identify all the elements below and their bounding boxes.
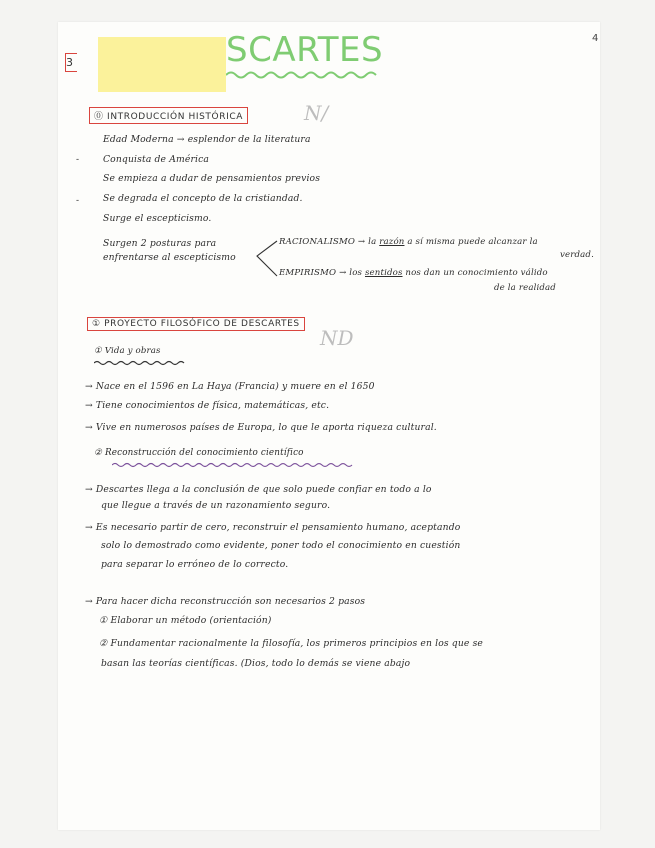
vida-line-1: → Nace en el 1596 en La Haya (Francia) y muere en el 1650 (85, 381, 375, 392)
corner-page-number-right: 4 (592, 33, 599, 44)
sub2-wavy-underline (112, 462, 358, 468)
racionalismo-text-a: RACIONALISMO → la (279, 237, 380, 247)
sub2-heading: ② Reconstrucción del conocimiento científico (94, 448, 304, 458)
section1-note: N/ (304, 101, 329, 125)
section2-heading: ① PROYECTO FILOSÓFICO DE DESCARTES (87, 317, 305, 331)
section1-line-4: Se degrada el concepto de la cristiandad. (103, 193, 303, 204)
corner-page-number-left: 3 (65, 53, 77, 72)
recon-p2-line-2: solo lo demostrado como evidente, poner todo el conocimiento en cuestión (101, 540, 461, 551)
vida-line-2: → Tiene conocimientos de física, matemáticas, etc. (85, 400, 330, 411)
section2-note: ND (320, 326, 354, 350)
bullet-dash: - (76, 155, 80, 165)
branch-brace (253, 238, 279, 280)
section1-line-1: Edad Moderna → esplendor de la literatura (103, 134, 311, 145)
postures-intro-line-1: Surgen 2 posturas para (103, 238, 217, 249)
empirismo-text-b: nos dan un conocimiento válido (402, 268, 548, 278)
paso-2-line-1: ② Fundamentar racionalmente la filosofía, los primeros principios en los que se (99, 638, 484, 649)
empirismo-line-2: de la realidad (494, 283, 556, 293)
racionalismo-text-b: a sí misma puede alcanzar la (404, 237, 538, 247)
racionalismo-keyword: razón (379, 237, 405, 247)
bullet-dash: - (76, 196, 80, 206)
empirismo-line (279, 268, 548, 278)
sub1-wavy-underline (94, 360, 186, 366)
recon-p1-line-1: → Descartes llega a la conclusión de que solo puede confiar en todo a lo (85, 484, 432, 495)
paso-2-line-2: basan las teorías científicas. (Dios, todo lo demás se viene abajo (101, 658, 411, 669)
vida-line-3: → Vive en numerosos países de Europa, lo que le aporta riqueza cultural. (85, 422, 437, 433)
section1-line-2: Conquista de América (103, 154, 209, 165)
racionalismo-line (279, 237, 538, 247)
section1-line-5: Surge el escepticismo. (103, 213, 212, 224)
section1-heading: ⓪ INTRODUCCIÓN HISTÓRICA (89, 107, 248, 124)
title-squiggle-underline (226, 70, 386, 80)
section1-line-3: Se empieza a dudar de pensamientos previos (103, 173, 321, 184)
recon-p3: → Para hacer dicha reconstrucción son necesarios 2 pasos (85, 596, 366, 607)
paso-1: ① Elaborar un método (orientación) (99, 615, 272, 626)
racionalismo-line-2: verdad. (560, 250, 594, 260)
page-title: SCARTES (226, 30, 384, 70)
title-highlight (98, 37, 226, 92)
recon-p2-line-1: → Es necesario partir de cero, reconstruir el pensamiento humano, aceptando (85, 522, 461, 533)
recon-p2-line-3: para separar lo erróneo de lo correcto. (101, 559, 289, 570)
empirismo-keyword: sentidos (364, 268, 403, 278)
empirismo-text-a: EMPIRISMO → los (279, 268, 365, 278)
recon-p1-line-2: que llegue a través de un razonamiento seguro. (101, 500, 331, 511)
sub1-heading: ① Vida y obras (94, 346, 161, 356)
postures-intro-line-2: enfrentarse al escepticismo (103, 252, 236, 263)
